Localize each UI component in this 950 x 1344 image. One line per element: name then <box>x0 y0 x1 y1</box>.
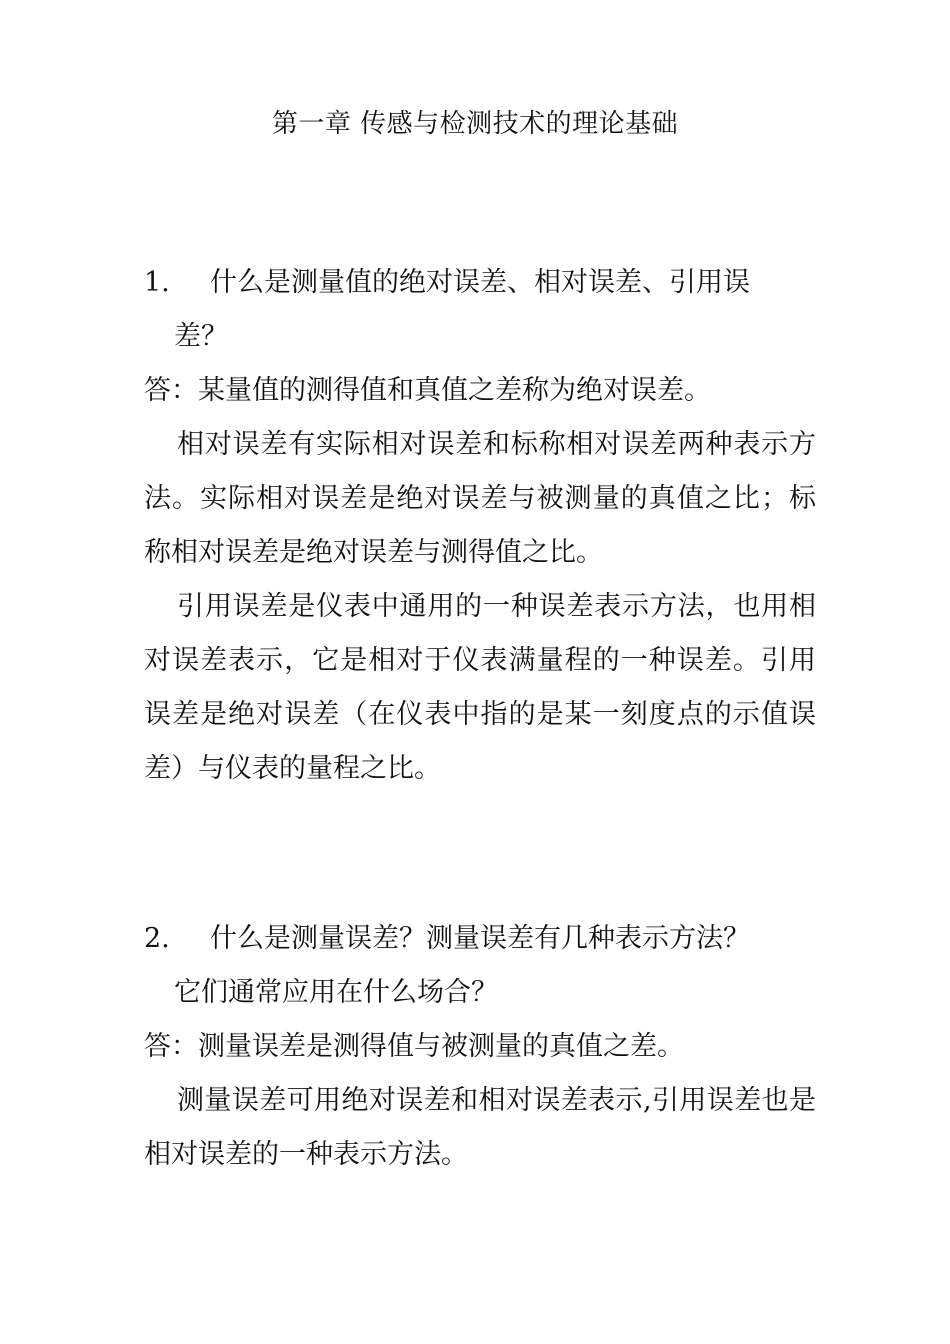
question-text-line1: 什么是测量值的绝对误差、相对误差、引用误 <box>210 267 750 298</box>
question-1 <box>144 256 816 364</box>
question-2 <box>144 912 816 1020</box>
answer-paragraph: 引用误差是仪表中通用的一种误差表示方法，也用相对误差表示，它是相对于仪表满量程的一种误差。引用误差是绝对误差（在仪表中指的是某一刻度点的示值误差）与仪表的量程之比。 <box>144 591 816 784</box>
chapter-title: 第一章 传感与检测技术的理论基础 <box>271 109 679 139</box>
question-block-2 <box>144 912 816 1182</box>
answer-lead: 答：测量误差是测得值与被测量的真值之差。 <box>144 1031 684 1062</box>
question-number: 1. <box>144 267 170 298</box>
question-text-line2: 它们通常应用在什么场合？ <box>174 977 498 1008</box>
answer-lead: 答：某量值的测得值和真值之差称为绝对误差。 <box>144 375 711 406</box>
question-number: 2. <box>144 923 170 954</box>
question-block-1 <box>144 256 816 796</box>
answer-paragraph: 相对误差有实际相对误差和标称相对误差两种表示方法。实际相对误差是绝对误差与被测量的真值之比；标称相对误差是绝对误差与测得值之比。 <box>144 429 816 568</box>
answer-paragraph: 测量误差可用绝对误差和相对误差表示,引用误差也是相对误差的一种表示方法。 <box>144 1085 816 1170</box>
question-text-line2: 差？ <box>174 321 228 352</box>
question-text-line1: 什么是测量误差？测量误差有几种表示方法？ <box>210 923 750 954</box>
